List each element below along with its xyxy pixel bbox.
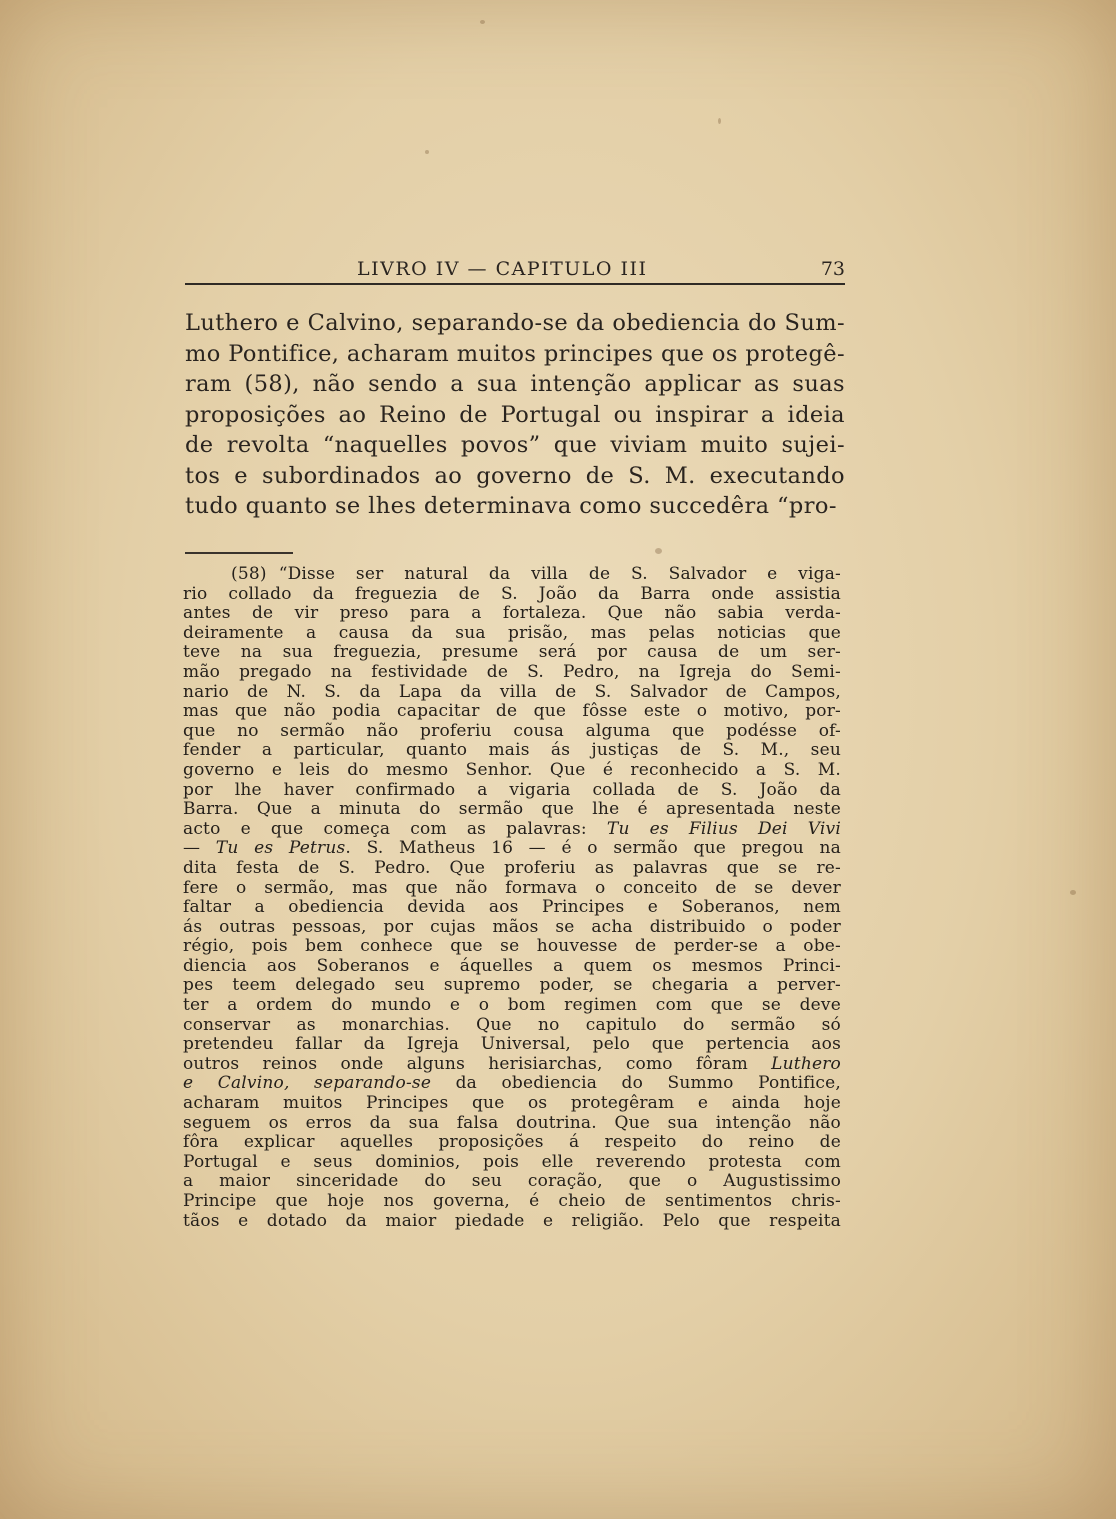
italic-name: Luthero	[771, 1053, 841, 1074]
latin-quote: Tu es Petrus	[215, 838, 346, 859]
footnote-line: mas que não podia capacitar de que fôsse este o motivo, por-	[183, 701, 841, 722]
footnote-line-luthero	[183, 1055, 841, 1075]
footnote-line: acharam muitos Principes que os protegêram e ainda hoje	[183, 1093, 841, 1114]
footnote-text: . S. Matheus 16 — é o sermão que pregou na	[345, 838, 841, 859]
body-line: ram (58), não sendo a sua intenção applicar as suas	[185, 371, 845, 397]
paper-speck	[480, 20, 485, 24]
paper-speck	[1070, 890, 1076, 895]
footnote-line: a maior sinceridade do seu coração, que o Augustissimo	[183, 1171, 841, 1192]
footnote-line: por lhe haver confirmado a vigaria collada de S. João da	[183, 779, 841, 800]
paper-speck	[655, 548, 662, 554]
footnote-line: régio, pois bem conhece que se houvesse de perder-se a obe-	[183, 936, 841, 957]
italic-name: e Calvino, separando-se	[183, 1073, 432, 1094]
footnote-marker: (58)	[231, 564, 267, 584]
footnote-line-latin	[183, 839, 841, 859]
footnote-line: ás outras pessoas, por cujas mãos se acha distribuido o poder	[183, 916, 841, 937]
footnote-line-calvino	[183, 1074, 841, 1094]
footnote-line: mão pregado na festividade de S. Pedro, na Igreja do Semi-	[183, 661, 841, 682]
latin-quote: Tu es Filius Dei Vivi	[606, 818, 841, 839]
running-title: LIVRO IV — CAPITULO III	[357, 258, 648, 280]
footnote-text: “Disse ser natural da villa de S. Salvador e viga-	[278, 564, 841, 584]
footnote-line: seguem os erros da sua falsa doutrina. Que sua intenção não	[183, 1112, 841, 1133]
body-line: de revolta “naquelles povos” que viviam muito sujei-	[185, 432, 845, 458]
footnote-line: pes teem delegado seu supremo poder, se chegaria a perver-	[183, 975, 841, 996]
footnote-line: fender a particular, quanto mais ás justiças de S. M., seu	[183, 740, 841, 761]
footnote-line: que no sermão não proferiu cousa alguma que podésse of-	[183, 720, 841, 741]
footnote-line: ter a ordem do mundo e o bom regimen com que se deve	[183, 995, 841, 1016]
footnote-text: —	[183, 838, 216, 859]
footnote-line: tãos e dotado da maior piedade e religião. Pelo que respeita	[183, 1210, 841, 1231]
footnote-rule	[185, 552, 293, 554]
footnote-text: da obediencia do Summo Pontifice,	[431, 1073, 841, 1094]
footnote-line: Principe que hoje nos governa, é cheio de sentimentos chris-	[183, 1191, 841, 1211]
body-line: proposições ao Reino de Portugal ou inspirar a ideia	[185, 401, 845, 428]
footnote-58	[183, 565, 841, 1231]
footnote-text: outros reinos onde alguns herisiarchas, como fôram	[183, 1053, 748, 1074]
footnote-line: pretendeu fallar da Igreja Universal, pelo que pertencia aos	[183, 1034, 841, 1055]
body-line: mo Pontifice, acharam muitos principes que os protegê-	[185, 340, 845, 367]
body-line: Luthero e Calvino, separando-se da obediencia do Sum-	[185, 310, 845, 336]
footnote-line: deiramente a causa da sua prisão, mas pelas noticias que	[183, 622, 841, 643]
footnote-line: nario de N. S. da Lapa da villa de S. Salvador de Campos,	[183, 681, 841, 702]
footnote-line: fôra explicar aquelles proposições á respeito do reino de	[183, 1132, 841, 1153]
main-paragraph	[185, 308, 845, 522]
paper-speck	[718, 118, 721, 124]
footnote-line: fere o sermão, mas que não formava o conceito de se dever	[183, 877, 841, 898]
footnote-first-line	[183, 565, 841, 585]
footnote-line: governo e leis do mesmo Senhor. Que é reconhecido a S. M.	[183, 759, 841, 780]
footnote-line: diencia aos Soberanos e áquelles a quem os mesmos Princi-	[183, 955, 841, 976]
footnote-text: acto e que começa com as palavras:	[183, 818, 607, 839]
page-number: 73	[820, 258, 845, 280]
footnote-line: rio collado da freguezia de S. João da Barra onde assistia	[183, 583, 841, 604]
paper-speck	[425, 150, 429, 154]
body-line: tudo quanto se lhes determinava como succedêra “pro-	[185, 493, 837, 519]
footnote-line: dita festa de S. Pedro. Que proferiu as palavras que se re-	[183, 857, 841, 878]
footnote-line: faltar a obediencia devida aos Principes e Soberanos, nem	[183, 897, 841, 918]
footnote-line: Portugal e seus dominios, pois elle reverendo protesta com	[183, 1151, 841, 1172]
footnote-line: Barra. Que a minuta do sermão que lhe é apresentada neste	[183, 799, 841, 820]
footnote-line: antes de vir preso para a fortaleza. Que não sabia verda-	[183, 603, 841, 624]
footnote-line-latin	[183, 820, 841, 840]
header-rule	[185, 283, 845, 285]
footnote-line: teve na sua freguezia, presume será por causa de um ser-	[183, 642, 841, 663]
footnote-line: conservar as monarchias. Que no capitulo do sermão só	[183, 1014, 841, 1035]
running-head	[185, 256, 845, 286]
body-line: tos e subordinados ao governo de S. M. executando	[185, 462, 845, 489]
